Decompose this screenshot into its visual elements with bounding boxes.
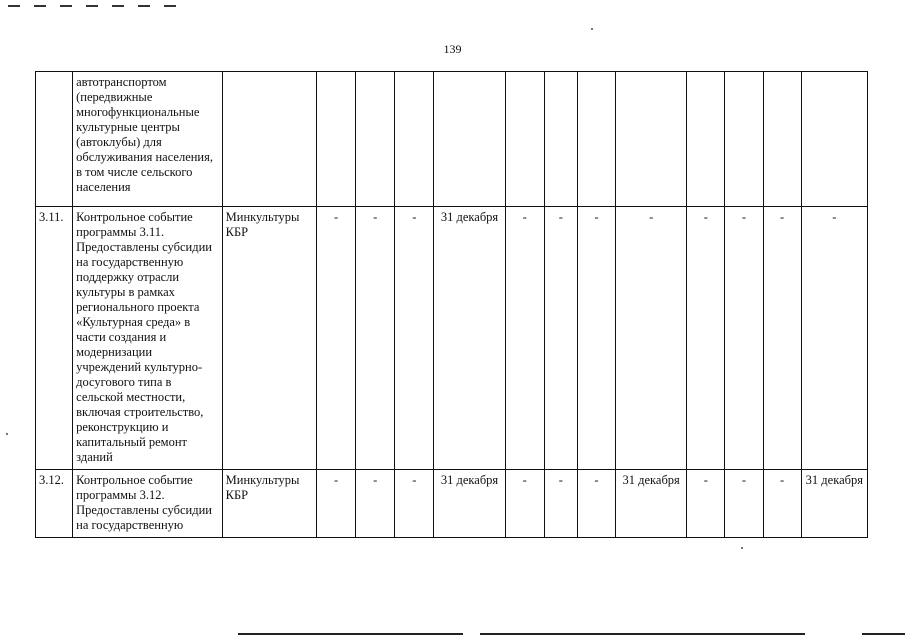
cell-value: -	[395, 470, 434, 538]
cell-value: -	[763, 207, 801, 470]
cell-value: -	[505, 207, 544, 470]
cell-value: -	[505, 470, 544, 538]
cell-value: -	[577, 470, 615, 538]
table-row	[36, 72, 868, 207]
cell-value	[577, 72, 615, 207]
cell-value	[801, 72, 867, 207]
cell-value: -	[395, 207, 434, 470]
scan-bottom-rule	[862, 633, 905, 635]
table-row	[36, 207, 868, 470]
row-number: 3.11.	[36, 207, 73, 470]
scan-bottom-rule	[238, 633, 463, 635]
cell-value: -	[725, 207, 763, 470]
row-description: Контрольное событие программы 3.12. Предоставлены субсидии на государственную	[73, 470, 223, 538]
cell-value	[544, 72, 577, 207]
cell-value	[616, 72, 687, 207]
cell-value: 31 декабря	[801, 470, 867, 538]
cell-value: 31 декабря	[616, 470, 687, 538]
scan-bottom-rule	[480, 633, 805, 635]
cell-value	[395, 72, 434, 207]
cell-value	[356, 72, 395, 207]
cell-value	[316, 72, 355, 207]
cell-value: -	[725, 470, 763, 538]
scan-speck	[741, 547, 743, 549]
row-number: 3.12.	[36, 470, 73, 538]
cell-value: -	[356, 470, 395, 538]
scan-top-dashes	[0, 0, 268, 10]
cell-value: -	[763, 470, 801, 538]
table-row	[36, 470, 868, 538]
cell-value: -	[544, 470, 577, 538]
cell-value: -	[687, 470, 725, 538]
cell-value	[763, 72, 801, 207]
scan-speck	[591, 28, 593, 30]
row-responsible	[222, 72, 316, 207]
scan-speck	[6, 433, 8, 435]
cell-value: -	[316, 207, 355, 470]
cell-value	[687, 72, 725, 207]
cell-value: -	[316, 470, 355, 538]
cell-value: -	[544, 207, 577, 470]
cell-value	[434, 72, 505, 207]
cell-value: 31 декабря	[434, 207, 505, 470]
cell-value: -	[616, 207, 687, 470]
program-table	[35, 71, 868, 538]
cell-value: 31 декабря	[434, 470, 505, 538]
row-number	[36, 72, 73, 207]
row-description: автотранспортом (передвижные многофункциональные культурные центры (автоклубы) для обслуживания населения, в том числе сельского населения	[73, 72, 223, 207]
cell-value: -	[577, 207, 615, 470]
cell-value	[725, 72, 763, 207]
cell-value: -	[356, 207, 395, 470]
page-number: 139	[443, 42, 462, 56]
cell-value	[505, 72, 544, 207]
cell-value: -	[687, 207, 725, 470]
cell-value: -	[801, 207, 867, 470]
row-responsible: Минкультуры КБР	[222, 470, 316, 538]
row-responsible: Минкультуры КБР	[222, 207, 316, 470]
row-description: Контрольное событие программы 3.11. Предоставлены субсидии на государственную поддержку отрасли культуры в рамках регионального проекта «Культурная среда» в части создания и модернизации учреждений культурно- досугового типа в сельской местности, включая строительство, реконструкцию и капитальный ремонт зданий	[73, 207, 223, 470]
